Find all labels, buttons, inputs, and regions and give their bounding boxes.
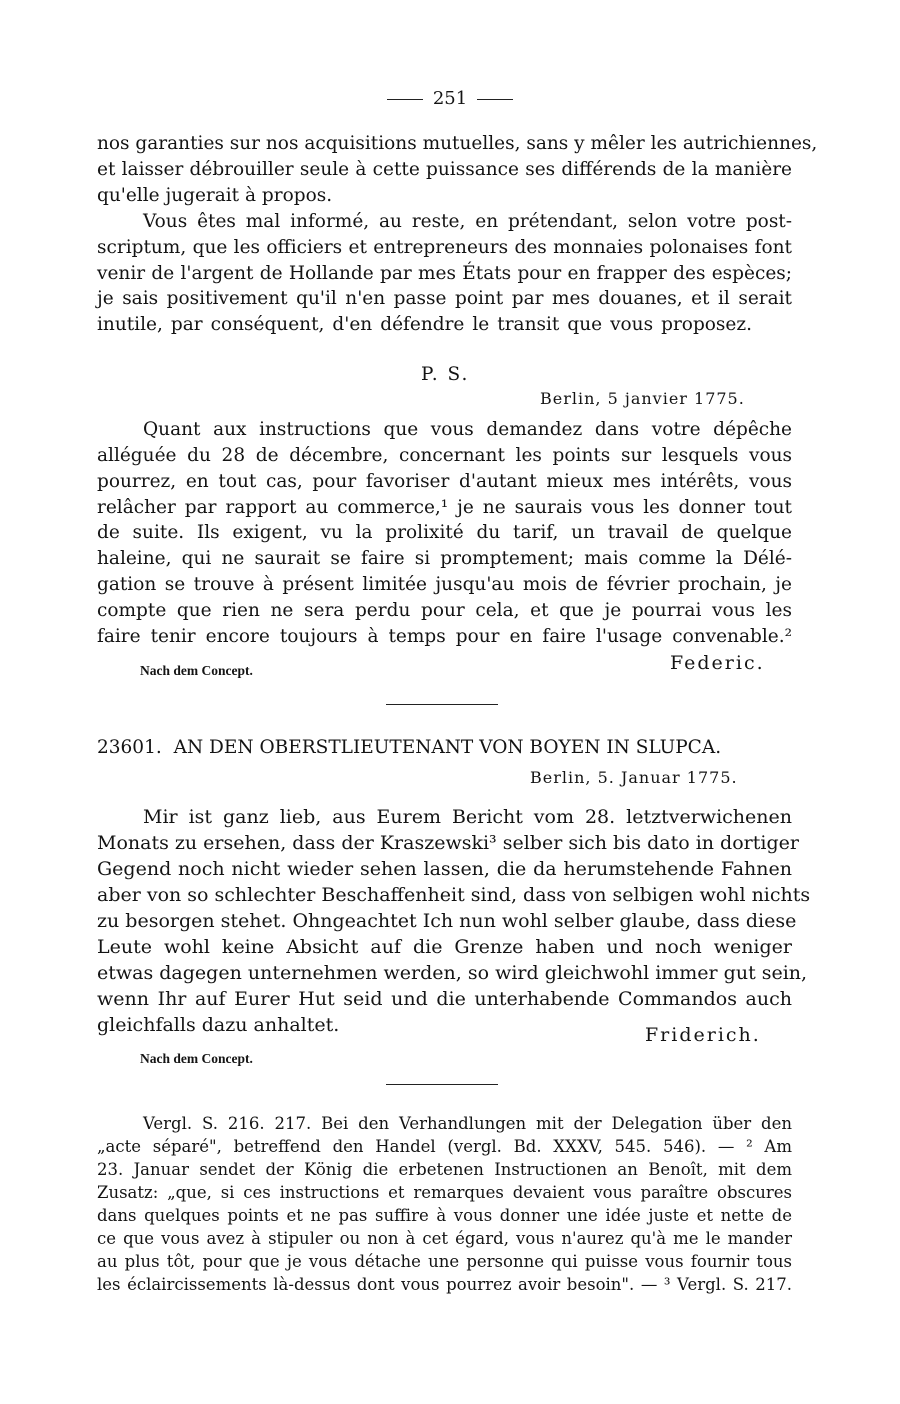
- letter2-line: Mir ist ganz lieb, aus Eurem Bericht vom 28. letztverwichenen: [143, 806, 792, 828]
- page-number: 251: [432, 88, 468, 109]
- letter1-line: scriptum, que les officiers et entrepreneurs des monnaies polonaises font: [97, 237, 792, 258]
- ps-line: de suite. Ils exigent, vu la prolixité du tarif, un travail de quelque: [97, 522, 792, 543]
- ps-line: haleine, qui ne saurait se faire si promptement; mais comme la Délé-: [97, 548, 792, 569]
- letter2-signature: Friderich.: [645, 1024, 761, 1046]
- page-number-dash-right: [477, 99, 513, 100]
- letter1-line: qu'elle jugerait à propos.: [97, 185, 333, 206]
- ps-source-note: Nach dem Concept.: [140, 663, 253, 678]
- letter2-heading-row: [97, 737, 721, 758]
- ps-line: relâcher par rapport au commerce,¹ je ne saurais vous les donner tout: [97, 497, 792, 518]
- letter2-number: 23601.: [97, 737, 162, 758]
- letter2-heading: AN DEN OBERSTLIEUTENANT VON BOYEN IN SLUPCA.: [173, 737, 722, 758]
- footnote-line: au plus tôt, pour que je vous détache une personne qui puisse vous fournir tous: [97, 1252, 792, 1271]
- letter1-line: et laisser débrouiller seule à cette puissance ses différends de la manière: [97, 159, 792, 180]
- footnote-line: les éclaircissements là-dessus dont vous pourrez avoir besoin". — ³ Vergl. S. 217.: [97, 1275, 792, 1294]
- footnote-line: Vergl. S. 216. 217. Bei den Verhandlungen mit der Delegation über den: [143, 1114, 792, 1133]
- ps-date: Berlin, 5 janvier 1775.: [540, 389, 745, 408]
- letter1-line: nos garanties sur nos acquisitions mutuelles, sans y mêler les autrichiennes,: [97, 133, 818, 154]
- letter2-line: Monats zu ersehen, dass der Kraszewski³ selber sich bis dato in dortiger: [97, 832, 799, 854]
- letter2-line: zu besorgen stehet. Ohngeachtet Ich nun wohl selber glaube, dass diese: [97, 910, 797, 932]
- section-divider: [386, 704, 498, 705]
- footnote-line: „acte séparé", betreffend den Handel (vergl. Bd. XXXV, 545. 546). — ² Am: [97, 1137, 792, 1156]
- letter2-line: etwas dagegen unternehmen werden, so wird gleichwohl immer gut sein,: [97, 962, 808, 984]
- letter2-line: aber von so schlechter Beschaffenheit sind, dass von selbigen wohl nichts: [97, 884, 811, 906]
- ps-signature: Federic.: [670, 652, 765, 674]
- letter2-source-note: Nach dem Concept.: [140, 1051, 253, 1066]
- ps-line: faire tenir encore toujours à temps pour en faire l'usage convenable.²: [97, 626, 792, 647]
- letter1-line: Vous êtes mal informé, au reste, en prétendant, selon votre post-: [143, 211, 792, 232]
- letter1-line: venir de l'argent de Hollande par mes États pour en frapper des espèces;: [97, 263, 792, 284]
- page-number-dash-left: [387, 99, 423, 100]
- letter2-line: gleichfalls dazu anhaltet.: [97, 1014, 340, 1036]
- ps-line: Quant aux instructions que vous demandez dans votre dépêche: [143, 419, 792, 440]
- ps-line: alléguée du 28 de décembre, concernant les points sur lesquels vous: [97, 445, 792, 466]
- letter2-line: Leute wohl keine Absicht auf die Grenze haben und noch weniger: [97, 936, 792, 958]
- page-number-row: [0, 88, 900, 109]
- letter2-line: wenn Ihr auf Eurer Hut seid und die unterhabende Commandos auch: [97, 988, 792, 1010]
- footnote-line: Zusatz: „que, si ces instructions et remarques devaient vous paraître obscures: [97, 1183, 792, 1202]
- ps-line: gation se trouve à présent limitée jusqu'au mois de février prochain, je: [97, 574, 792, 595]
- letter2-line: Gegend noch nicht wieder sehen lassen, die da herumstehende Fahnen: [97, 858, 792, 880]
- letter1-line: je sais positivement qu'il n'en passe point par mes douanes, et il serait: [97, 288, 792, 309]
- ps-line: compte que rien ne sera perdu pour cela, et que je pourrai vous les: [97, 600, 792, 621]
- letter2-date: Berlin, 5. Januar 1775.: [530, 768, 738, 787]
- footnote-line: dans quelques points et ne pas suffire à vous donner une idée juste et nette de: [97, 1206, 792, 1225]
- footnote-line: 23. Januar sendet der König die erbetenen Instructionen an Benoît, mit dem: [97, 1160, 792, 1179]
- ps-line: pourrez, en tout cas, pour favoriser d'autant mieux mes intérêts, vous: [97, 471, 792, 492]
- letter1-line: inutile, par conséquent, d'en défendre le transit que vous proposez.: [97, 314, 752, 335]
- ps-heading: P. S.: [421, 364, 470, 385]
- footnote-divider: [386, 1084, 498, 1085]
- footnote-line: ce que vous avez à stipuler ou non à cet égard, vous n'aurez qu'à me le mander: [97, 1229, 792, 1248]
